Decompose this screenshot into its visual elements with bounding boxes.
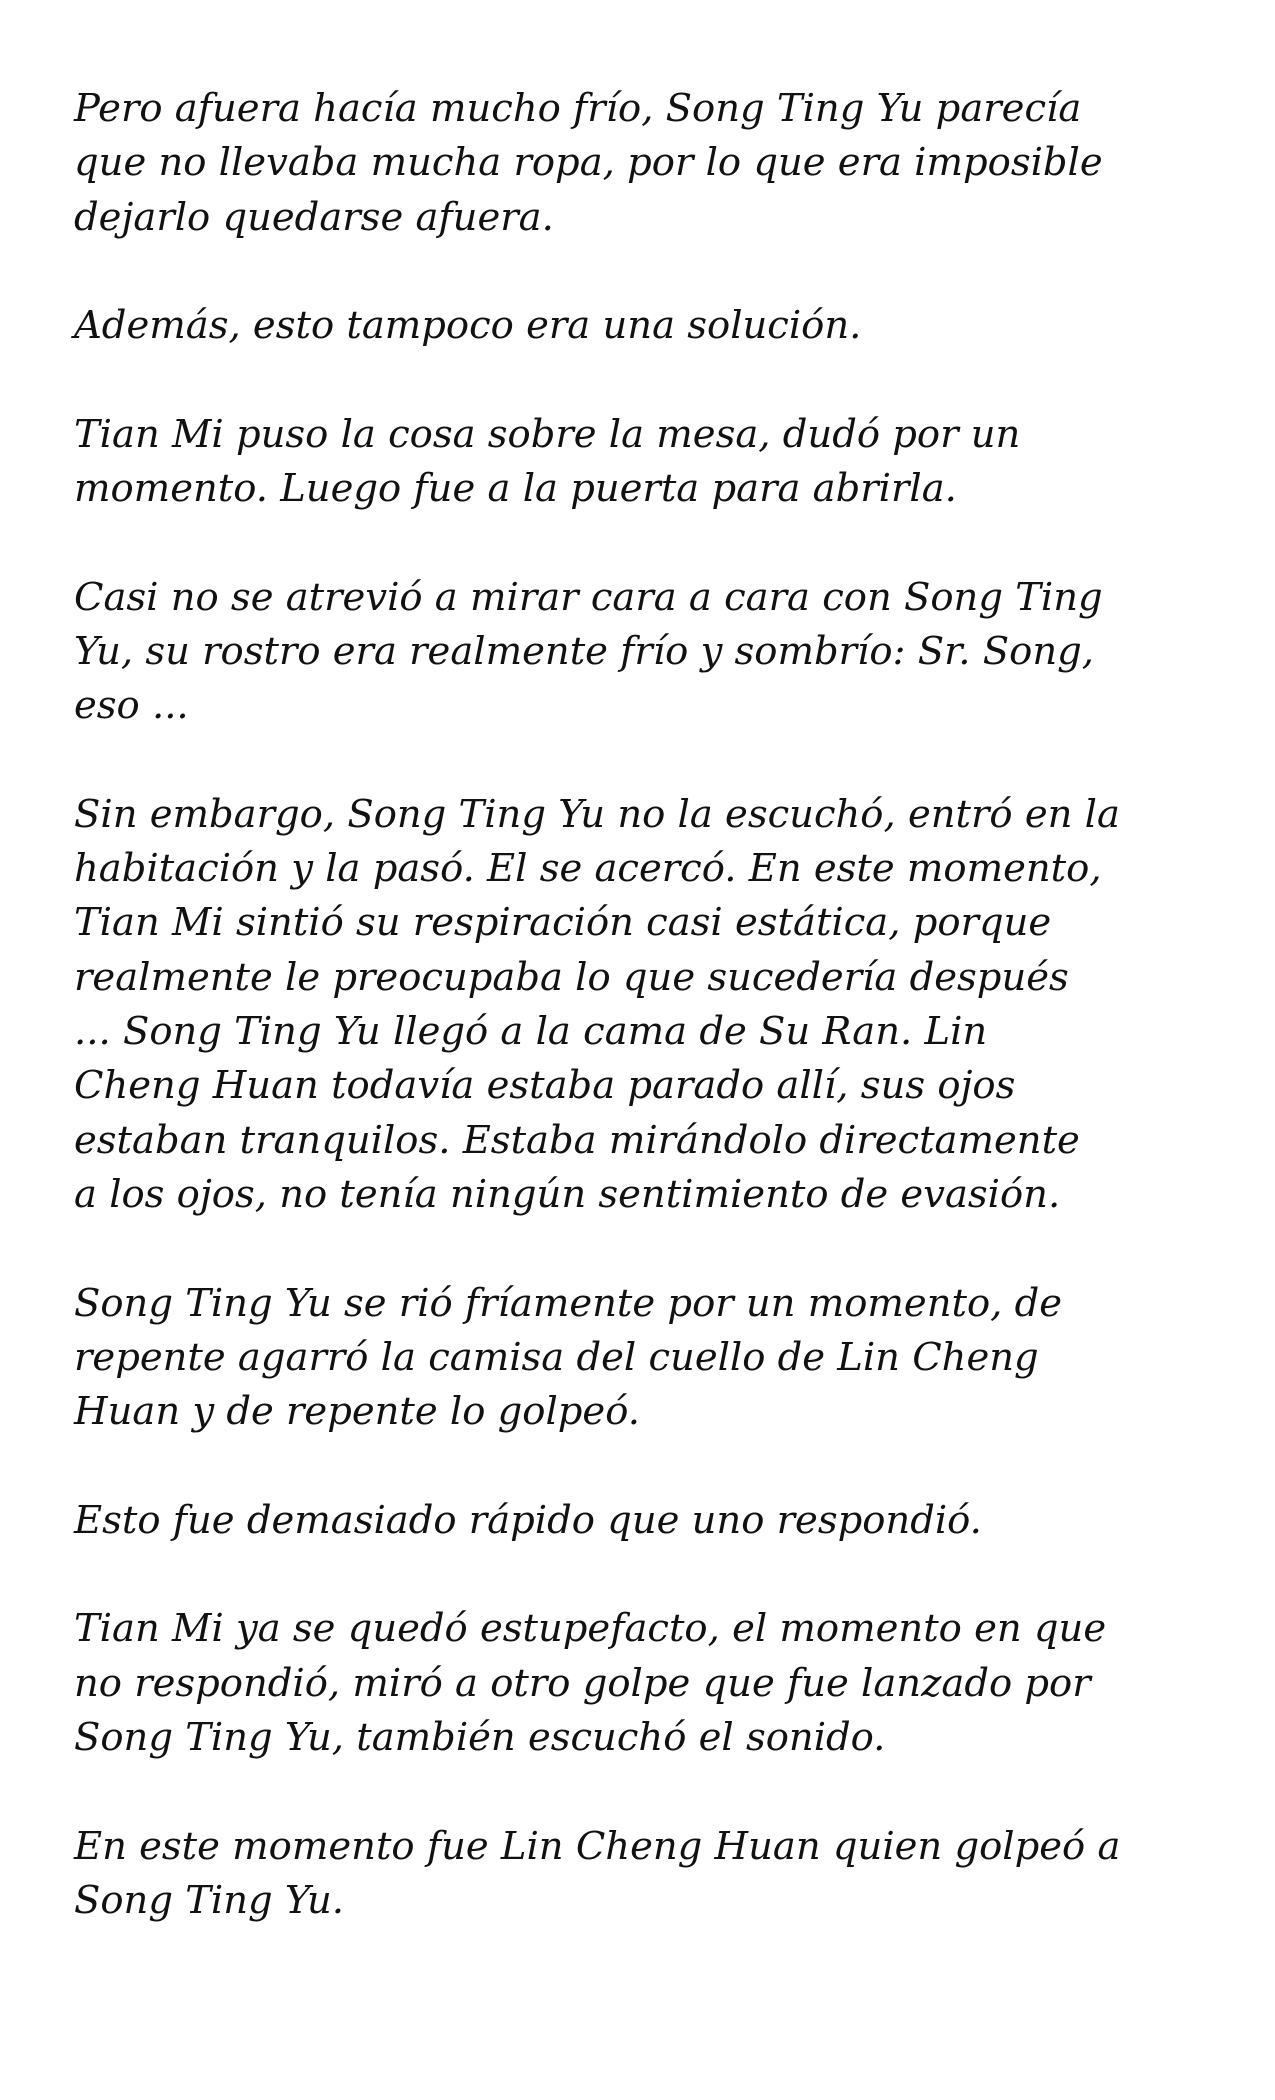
text-line: Yu, su rostro era realmente frío y sombrío: Sr. Song, [74,628,1095,674]
text-line: Tian Mi ya se quedó estupefacto, el momento en que [74,1606,1107,1652]
paragraph-9 [74,1820,1214,1929]
text-line: Huan y de repente lo golpeó. [74,1389,640,1435]
text-line: En este momento fue Lin Cheng Huan quien golpeó a [74,1823,1121,1869]
text-line: Esto fue demasiado rápido que uno respondió. [74,1497,982,1543]
text-line: eso ... [74,683,189,729]
text-line: Casi no se atrevió a mirar cara a cara con Song Ting [74,574,1103,620]
text-line: repente agarró la camisa del cuello de Lin Cheng [74,1334,1039,1380]
paragraph-5 [74,788,1214,1222]
text-line: realmente le preocupaba lo que sucedería después [74,954,1069,1000]
story-text [74,82,1214,1928]
text-line: Cheng Huan todavía estaba parado allí, sus ojos [74,1063,1016,1109]
text-line: estaban tranquilos. Estaba mirándolo directamente [74,1117,1080,1163]
text-line: ... Song Ting Yu llegó a la cama de Su Ran. Lin [74,1009,988,1055]
paragraph-4 [74,571,1214,734]
text-line: Song Ting Yu. [74,1877,345,1923]
text-line: habitación y la pasó. El se acercó. En este momento, [74,846,1102,892]
text-line: Además, esto tampoco era una solución. [74,303,862,349]
text-line: Song Ting Yu, también escuchó el sonido. [74,1714,886,1760]
text-line: momento. Luego fue a la puerta para abrirla. [74,466,957,512]
text-line: Tian Mi sintió su respiración casi estática, porque [74,900,1052,946]
text-line: dejarlo quedarse afuera. [74,194,554,240]
text-line: que no llevaba mucha ropa, por lo que era imposible [74,140,1103,186]
paragraph-3 [74,408,1214,517]
text-line: Song Ting Yu se rió fríamente por un momento, de [74,1280,1063,1326]
paragraph-8 [74,1602,1214,1765]
text-line: Pero afuera hacía mucho frío, Song Ting Yu parecía [74,86,1082,131]
text-line: Tian Mi puso la cosa sobre la mesa, dudó por un [74,411,1021,457]
paragraph-2 [74,299,1214,353]
paragraph-7 [74,1494,1214,1548]
text-line: no respondió, miró a otro golpe que fue lanzado por [74,1660,1091,1706]
paragraph-6 [74,1277,1214,1440]
text-line: Sin embargo, Song Ting Yu no la escuchó, entró en la [74,791,1120,837]
paragraph-1 [74,82,1214,245]
text-line: a los ojos, no tenía ningún sentimiento de evasión. [74,1171,1061,1217]
